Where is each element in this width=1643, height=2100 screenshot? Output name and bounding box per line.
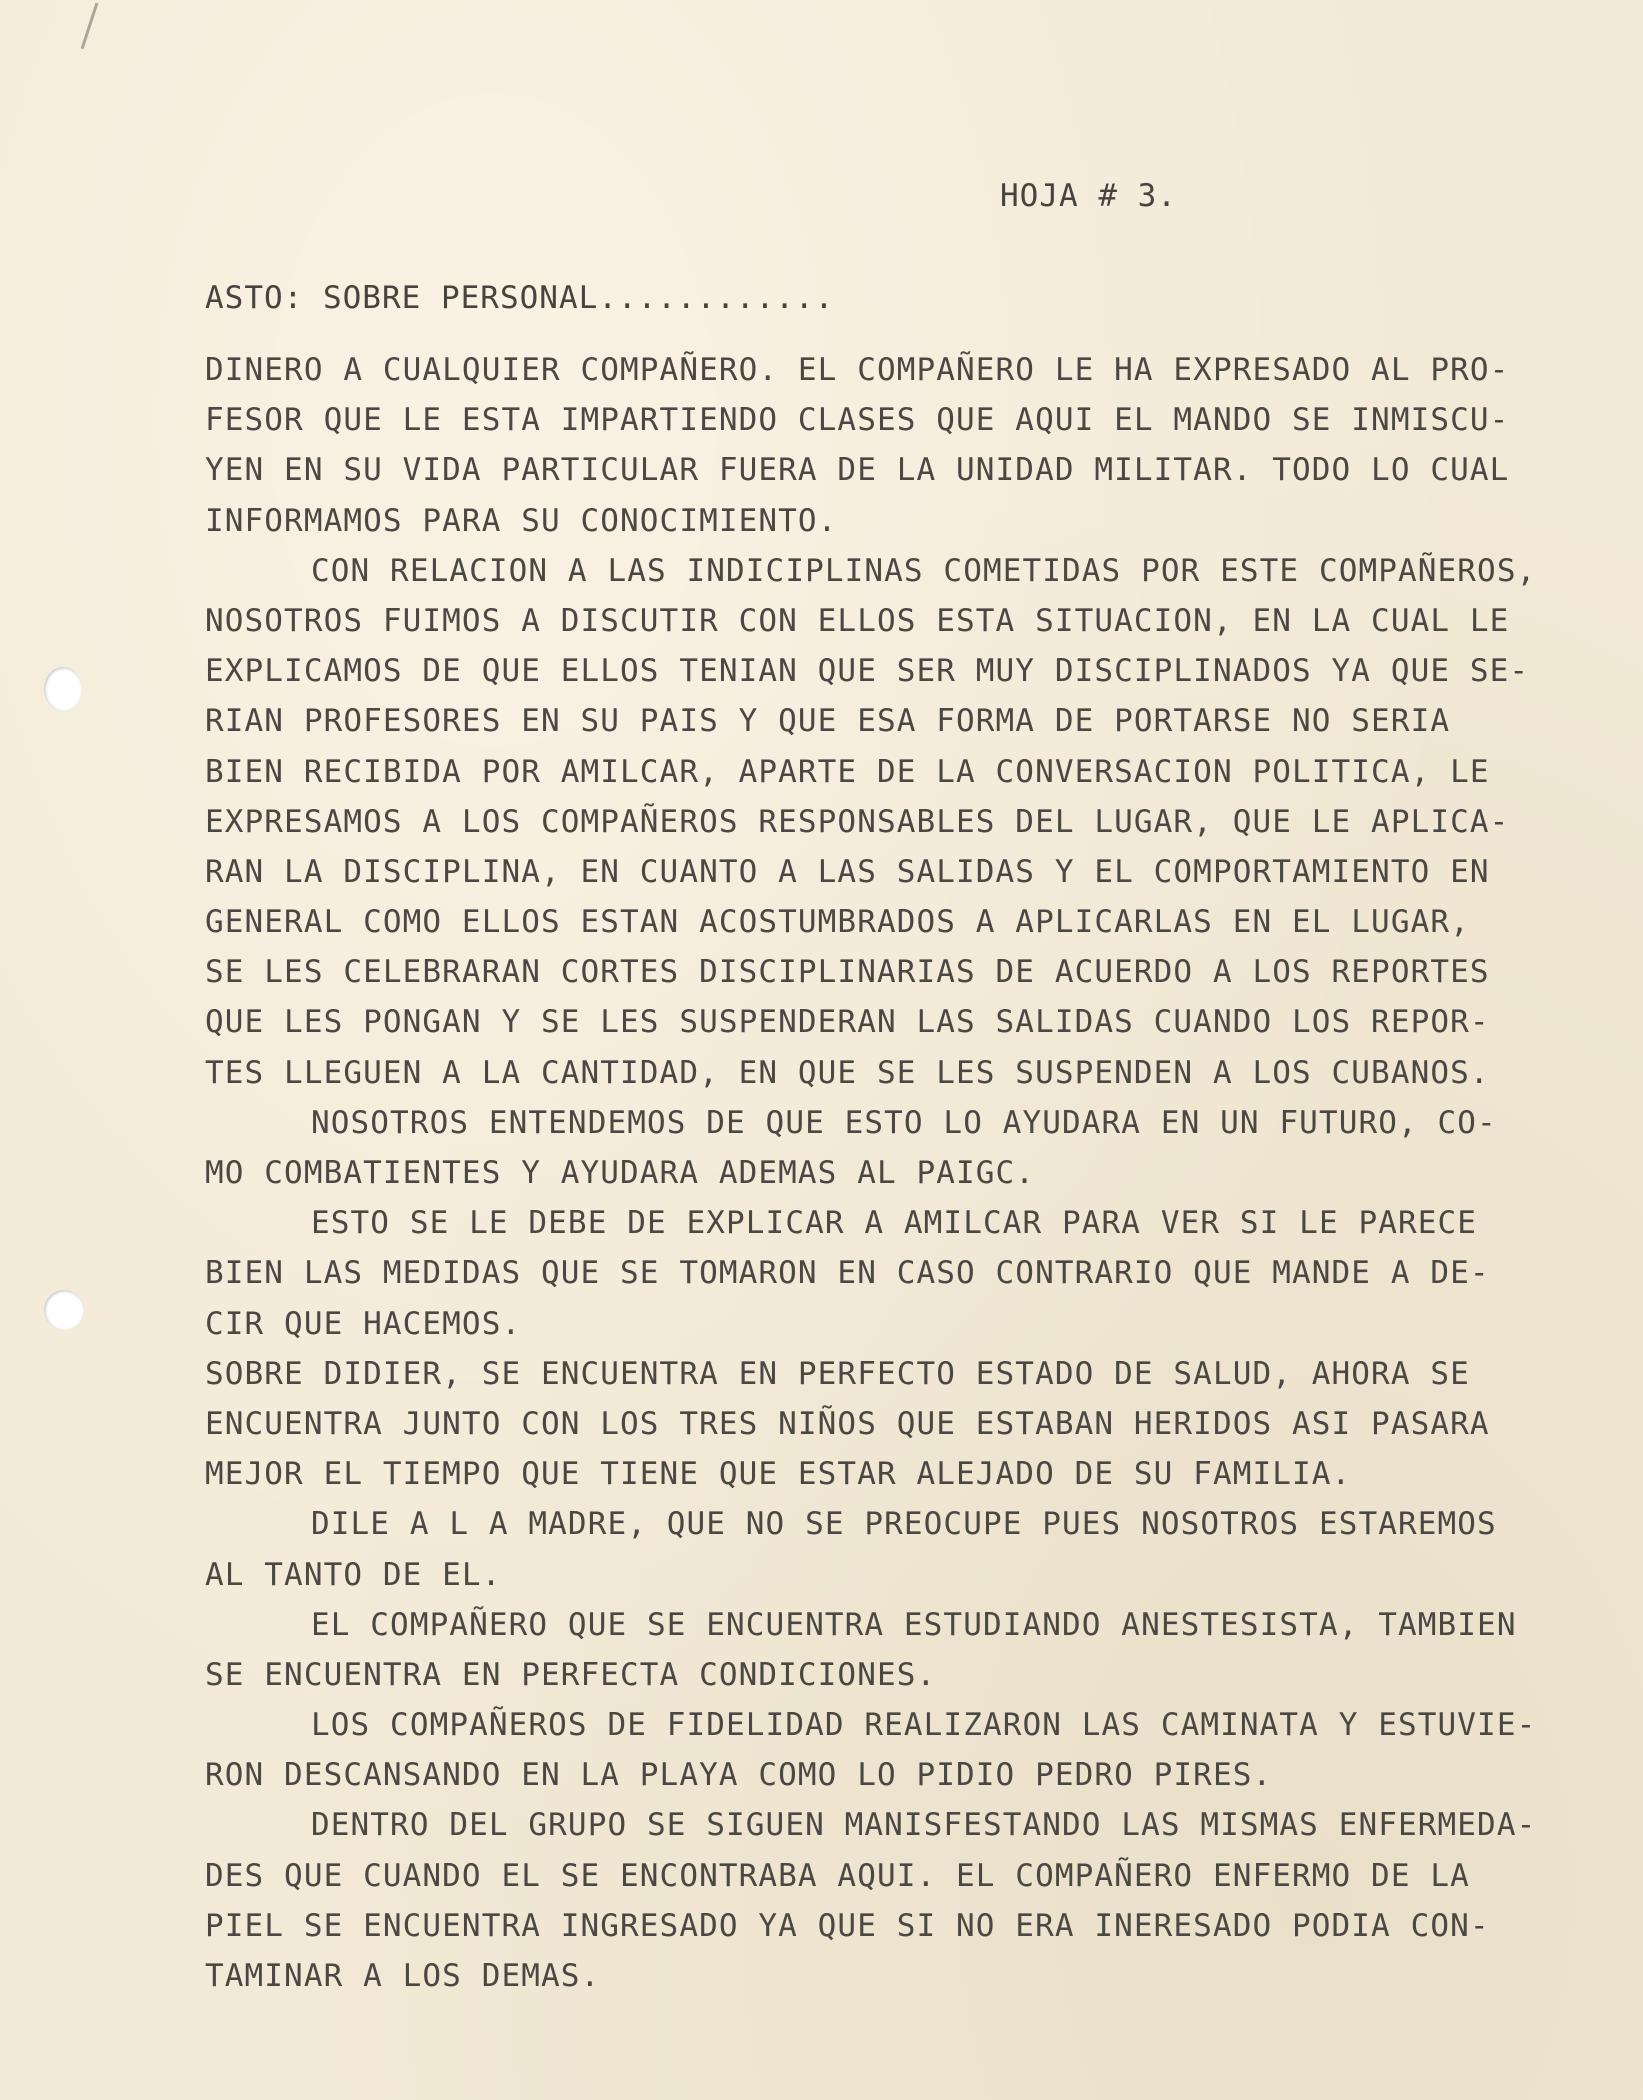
- text-line: MEJOR EL TIEMPO QUE TIENE QUE ESTAR ALEJADO DE SU FAMILIA.: [205, 1456, 1352, 1493]
- text-line: EXPRESAMOS A LOS COMPAÑEROS RESPONSABLES DEL LUGAR, QUE LE APLICA-: [205, 803, 1510, 840]
- text-line: SOBRE DIDIER, SE ENCUENTRA EN PERFECTO ESTADO DE SALUD, AHORA SE: [205, 1355, 1470, 1392]
- text-line: INFORMAMOS PARA SU CONOCIMIENTO.: [205, 502, 838, 539]
- text-line: CIR QUE HACEMOS.: [205, 1305, 522, 1342]
- page-number-header: HOJA # 3.: [1000, 178, 1177, 214]
- punch-hole-lower: [44, 1290, 84, 1330]
- text-line: BIEN RECIBIDA POR AMILCAR, APARTE DE LA CONVERSACION POLITICA, LE: [205, 753, 1490, 790]
- text-line: LOS COMPAÑEROS DE FIDELIDAD REALIZARON LAS CAMINATA Y ESTUVIE-: [311, 1707, 1537, 1744]
- text-line: RIAN PROFESORES EN SU PAIS Y QUE ESA FORMA DE PORTARSE NO SERIA: [205, 703, 1451, 740]
- text-line: NOSOTROS FUIMOS A DISCUTIR CON ELLOS ESTA SITUACION, EN LA CUAL LE: [205, 602, 1510, 639]
- text-line: RAN LA DISCIPLINA, EN CUANTO A LAS SALIDAS Y EL COMPORTAMIENTO EN: [205, 853, 1490, 890]
- text-line: SE LES CELEBRARAN CORTES DISCIPLINARIAS DE ACUERDO A LOS REPORTES: [205, 954, 1490, 991]
- text-line: TES LLEGUEN A LA CANTIDAD, EN QUE SE LES SUSPENDEN A LOS CUBANOS.: [205, 1054, 1490, 1091]
- text-line: AL TANTO DE EL.: [205, 1556, 502, 1593]
- pencil-mark: [81, 3, 99, 50]
- text-line: ENCUENTRA JUNTO CON LOS TRES NIÑOS QUE ESTABAN HERIDOS ASI PASARA: [205, 1405, 1490, 1442]
- text-line: DILE A L A MADRE, QUE NO SE PREOCUPE PUES NOSOTROS ESTAREMOS: [311, 1506, 1497, 1543]
- punch-hole-upper: [44, 667, 82, 711]
- text-line: BIEN LAS MEDIDAS QUE SE TOMARON EN CASO CONTRARIO QUE MANDE A DE-: [205, 1255, 1490, 1292]
- text-line: DENTRO DEL GRUPO SE SIGUEN MANISFESTANDO LAS MISMAS ENFERMEDA-: [311, 1807, 1537, 1844]
- text-line: YEN EN SU VIDA PARTICULAR FUERA DE LA UNIDAD MILITAR. TODO LO CUAL: [205, 452, 1510, 489]
- text-line: PIEL SE ENCUENTRA INGRESADO YA QUE SI NO ERA INERESADO PODIA CON-: [205, 1907, 1490, 1944]
- document-body: [205, 345, 1605, 2001]
- text-line: CON RELACION A LAS INDICIPLINAS COMETIDAS POR ESTE COMPAÑEROS,: [311, 552, 1537, 589]
- subject-line: ASTO: SOBRE PERSONAL............: [205, 280, 835, 316]
- text-line: ESTO SE LE DEBE DE EXPLICAR A AMILCAR PARA VER SI LE PARECE: [311, 1205, 1478, 1242]
- text-line: SE ENCUENTRA EN PERFECTA CONDICIONES.: [205, 1656, 937, 1693]
- text-line: DINERO A CUALQUIER COMPAÑERO. EL COMPAÑERO LE HA EXPRESADO AL PRO-: [205, 352, 1510, 388]
- text-line: FESOR QUE LE ESTA IMPARTIENDO CLASES QUE AQUI EL MANDO SE INMISCU-: [205, 402, 1510, 439]
- text-line: NOSOTROS ENTENDEMOS DE QUE ESTO LO AYUDARA EN UN FUTURO, CO-: [311, 1104, 1497, 1141]
- text-line: DES QUE CUANDO EL SE ENCONTRABA AQUI. EL COMPAÑERO ENFERMO DE LA: [205, 1857, 1470, 1894]
- text-line: EL COMPAÑERO QUE SE ENCUENTRA ESTUDIANDO ANESTESISTA, TAMBIEN: [311, 1606, 1517, 1643]
- text-line: GENERAL COMO ELLOS ESTAN ACOSTUMBRADOS A APLICARLAS EN EL LUGAR,: [205, 904, 1470, 941]
- text-line: MO COMBATIENTES Y AYUDARA ADEMAS AL PAIGC.: [205, 1155, 1036, 1191]
- text-line: QUE LES PONGAN Y SE LES SUSPENDERAN LAS SALIDAS CUANDO LOS REPOR-: [205, 1004, 1490, 1041]
- text-line: EXPLICAMOS DE QUE ELLOS TENIAN QUE SER MUY DISCIPLINADOS YA QUE SE-: [205, 653, 1530, 690]
- text-line: RON DESCANSANDO EN LA PLAYA COMO LO PIDIO PEDRO PIRES.: [205, 1757, 1273, 1794]
- text-line: TAMINAR A LOS DEMAS.: [205, 1958, 601, 1994]
